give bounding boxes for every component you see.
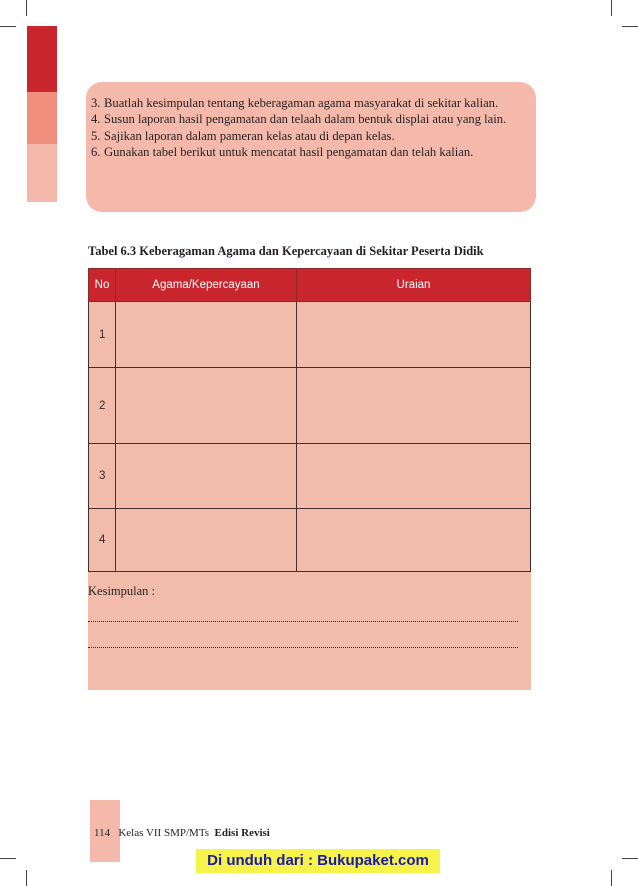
table-header-row	[89, 269, 531, 302]
table-row	[89, 302, 531, 368]
page-footer	[94, 827, 270, 839]
conclusion-line[interactable]	[88, 647, 518, 648]
instructions-box	[86, 82, 536, 212]
conclusion-label: Kesimpulan :	[88, 584, 156, 598]
cell-uraian[interactable]	[297, 444, 531, 509]
instruction-number: 5.	[91, 128, 101, 143]
crop-mark	[26, 0, 27, 16]
crop-mark	[622, 858, 638, 859]
instruction-text: Gunakan tabel berikut untuk mencatat hasil pengamatan dan telah kalian.	[104, 145, 474, 160]
cell-uraian[interactable]	[297, 368, 531, 444]
instruction-number: 4.	[91, 112, 101, 127]
crop-mark	[611, 0, 612, 16]
crop-mark	[622, 26, 638, 27]
cell-uraian[interactable]	[297, 509, 531, 572]
download-banner[interactable]: Di unduh dari : Bukupaket.com	[196, 849, 440, 873]
cell-no: 4	[89, 509, 116, 572]
table-area	[88, 268, 531, 690]
cell-no: 2	[89, 368, 116, 444]
table-row	[89, 509, 531, 572]
side-tab-light	[27, 144, 57, 202]
cell-no: 1	[89, 302, 116, 368]
instruction-text: Buatlah kesimpulan tentang keberagaman agama masyarakat di sekitar kalian.	[104, 96, 499, 110]
side-tab-dark	[27, 26, 57, 92]
cell-agama[interactable]	[116, 509, 297, 572]
instruction-item	[91, 111, 528, 127]
header-no: No	[89, 269, 116, 302]
book-title: Kelas VII SMP/MTs	[118, 827, 210, 839]
table-row	[89, 368, 531, 444]
cell-no: 3	[89, 444, 116, 509]
crop-mark	[0, 858, 16, 859]
religion-table	[88, 268, 531, 572]
cell-agama[interactable]	[116, 302, 297, 368]
header-uraian: Uraian	[297, 269, 531, 302]
edition-label: Edisi Revisi	[214, 827, 270, 839]
conclusion-line[interactable]	[88, 621, 518, 622]
instruction-text: Susun laporan hasil pengamatan dan telaah dalam bentuk displai atau yang lain.	[104, 112, 507, 127]
page-number: 114	[94, 827, 111, 839]
side-tab-mid	[27, 92, 57, 144]
header-agama: Agama/Kepercayaan	[116, 269, 297, 302]
instruction-number: 6.	[91, 145, 101, 160]
cell-agama[interactable]	[116, 444, 297, 509]
crop-mark	[611, 870, 612, 886]
cell-agama[interactable]	[116, 368, 297, 444]
instruction-text: Sajikan laporan dalam pameran kelas atau di depan kelas.	[104, 128, 395, 143]
instruction-item	[91, 128, 528, 144]
crop-mark	[0, 26, 16, 27]
table-caption: Tabel 6.3 Keberagaman Agama dan Kepercayaan di Sekitar Peserta Didik	[88, 244, 484, 258]
crop-mark	[26, 870, 27, 886]
instruction-number: 3.	[91, 96, 101, 110]
table-row	[89, 444, 531, 509]
cell-uraian[interactable]	[297, 302, 531, 368]
instruction-item	[91, 95, 528, 111]
instruction-item	[91, 144, 528, 160]
